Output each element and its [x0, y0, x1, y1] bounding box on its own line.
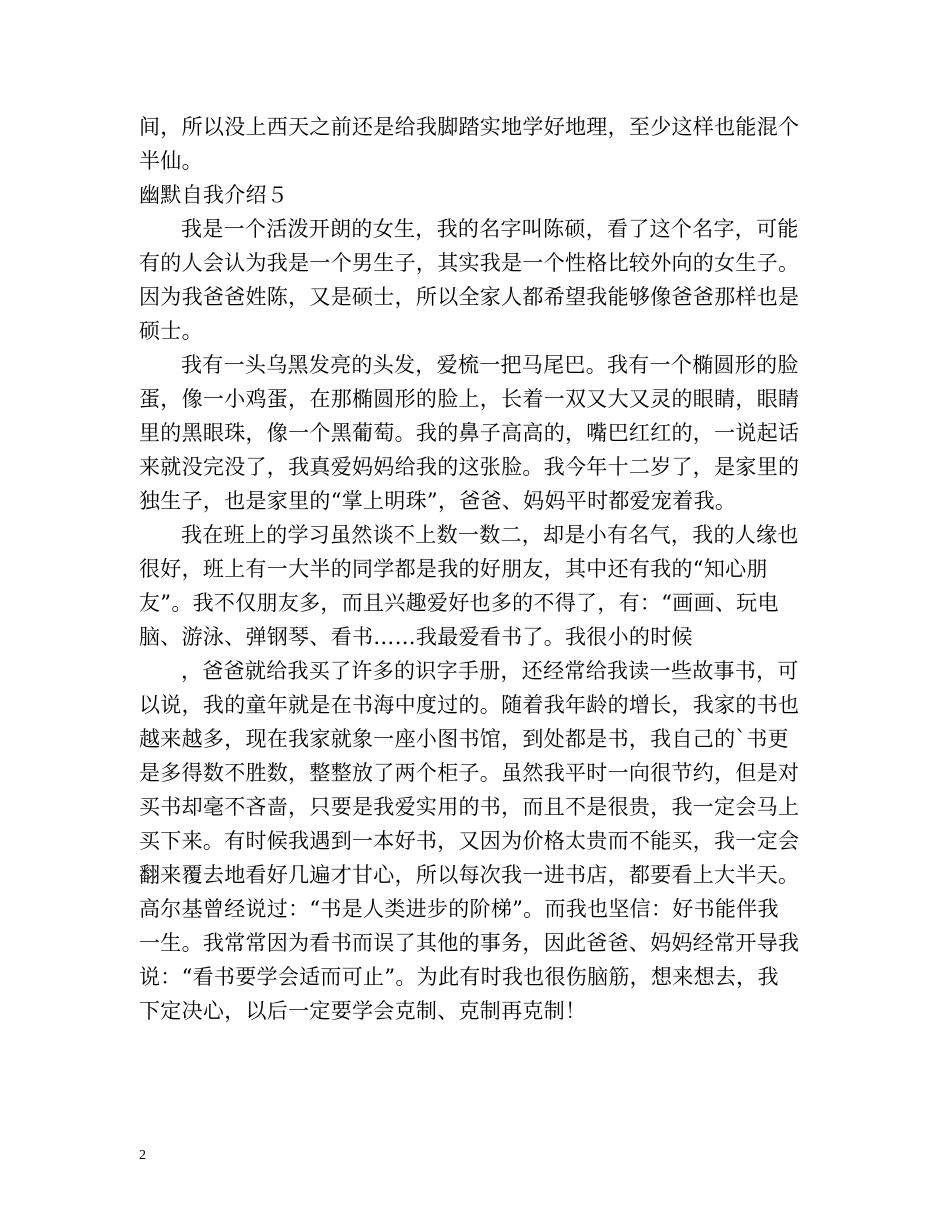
- text-line: 来就没完没了，我真爱妈妈给我的这张脸。我今年十二岁了，是家里的: [139, 455, 800, 479]
- text-line: 高尔基曾经说过：“书是人类进步的阶梯”。而我也坚信：好书能伴我: [139, 897, 779, 921]
- text-line: 里的黑眼珠，像一个黑葡萄。我的鼻子高高的，嘴巴红红的，一说起话: [139, 421, 800, 445]
- text-line: 买下来。有时候我遇到一本好书，又因为价格太贵而不能买，我一定会: [139, 829, 800, 853]
- text-line: 硕士。: [139, 319, 203, 343]
- text-line: 一生。我常常因为看书而误了其他的事务，因此爸爸、妈妈经常开导我: [139, 931, 800, 955]
- text-line: 脑、游泳、弹钢琴、看书……我最爱看书了。我很小的时候: [139, 625, 693, 649]
- text-line: 友”。我不仅朋友多，而且兴趣爱好也多的不得了，有：“画画、玩电: [139, 591, 779, 615]
- text-line: 蛋，像一小鸡蛋，在那椭圆形的脸上，长着一双又大又灵的眼睛，眼睛: [139, 387, 800, 411]
- text-line: 翻来覆去地看好几遍才甘心，所以每次我一进书店，都要看上大半天。: [139, 863, 800, 887]
- text-line: 买书却毫不吝啬，只要是我爱实用的书，而且不是很贵，我一定会马上: [139, 795, 800, 819]
- page-number: 2: [139, 1148, 146, 1163]
- paragraph-first-line: 我有一头乌黑发亮的头发，爱梳一把马尾巴。我有一个椭圆形的脸: [181, 353, 799, 377]
- text-line: 独生子，也是家里的“掌上明珠”，爸爸、妈妈平时都爱宠着我。: [139, 489, 737, 513]
- text-line: 以说，我的童年就是在书海中度过的。随着我年龄的增长，我家的书也: [139, 693, 800, 717]
- text-line: 有的人会认为我是一个男生子，其实我是一个性格比较外向的女生子。: [139, 251, 800, 275]
- text-line: 很好，班上有一大半的同学都是我的好朋友，其中还有我的“知心朋: [139, 557, 768, 581]
- text-line: 是多得数不胜数，整整放了两个柜子。虽然我平时一向很节约，但是对: [139, 761, 800, 785]
- document-body: [139, 110, 815, 1028]
- paragraph-first-line: ，爸爸就给我买了许多的识字手册，还经常给我读一些故事书，可: [181, 659, 799, 683]
- text-line: 下定决心，以后一定要学会克制、克制再克制！: [139, 999, 587, 1023]
- text-line: 间，所以没上西天之前还是给我脚踏实地学好地理，至少这样也能混个: [139, 115, 800, 139]
- text-line: 因为我爸爸姓陈，又是硕士，所以全家人都希望我能够像爸爸那样也是: [139, 285, 800, 309]
- text-line: 越来越多，现在我家就象一座小图书馆，到处都是书，我自己的`书更: [139, 727, 789, 751]
- paragraph-first-line: 我在班上的学习虽然谈不上数一数二，却是小有名气，我的人缘也: [181, 523, 799, 547]
- text-line: 半仙。: [139, 149, 203, 173]
- text-line: 说：“看书要学会适而可止”。为此有时我也很伤脑筋，想来想去，我: [139, 965, 779, 989]
- section-heading: 幽默自我介绍５: [139, 183, 289, 207]
- paragraph-first-line: 我是一个活泼开朗的女生，我的名字叫陈硕，看了这个名字，可能: [181, 217, 799, 241]
